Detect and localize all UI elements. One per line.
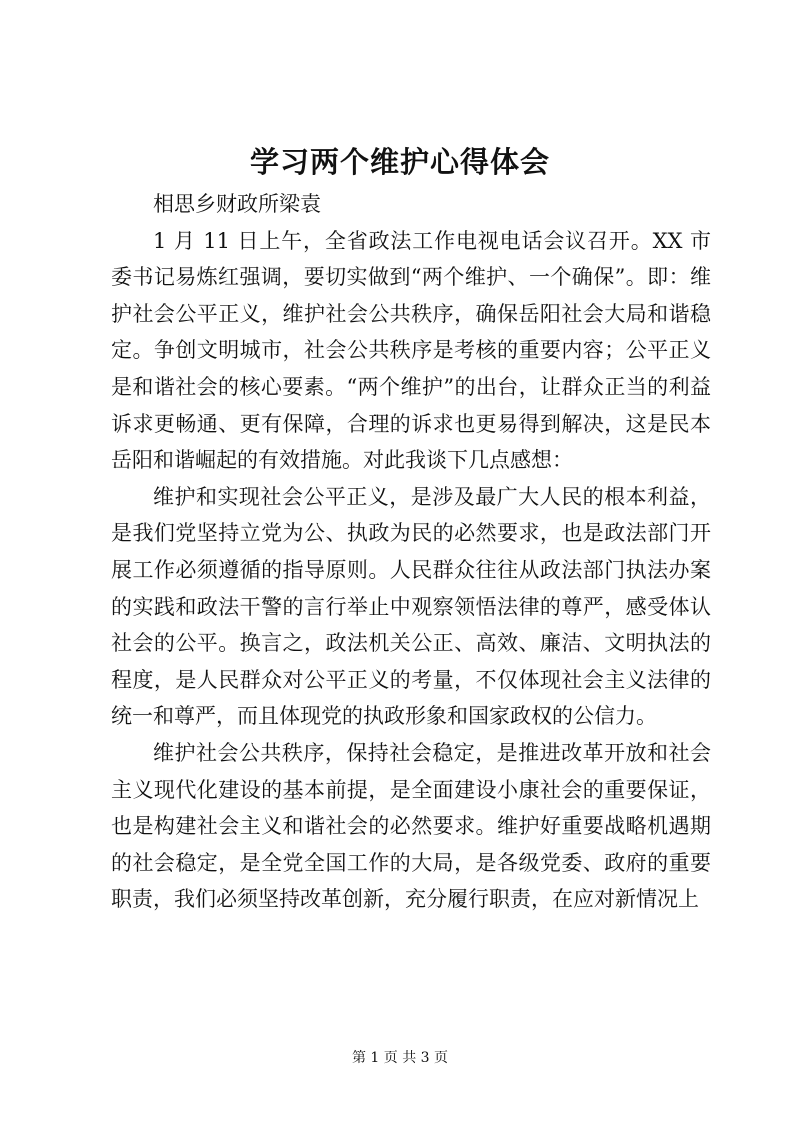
paragraph-3: 维护社会公共秩序，保持社会稳定，是推进改革开放和社会主义现代化建设的基本前提，是全面建设小康社会的重要保证，也是构建社会主义和谐社会的必然要求。维护好重要战略机遇期的社会稳定，是全党全国工作的大局，是各级党委、政府的重要职责，我们必须坚持改革创新，充分履行职责，在应对新情况上 — [111, 740, 711, 912]
document-title: 学习两个维护心得体会 — [249, 145, 550, 179]
document-body — [111, 186, 711, 918]
paragraph-1: 1 月 11 日上午，全省政法工作电视电话会议召开。XX 市委书记易炼红强调，要切实做到“两个维护、一个确保”。即：维护社会公平正义，维护社会公共秩序，确保岳阳社会大局和谐稳定。争创文明城市，社会公共秩序是考核的重要内容；公平正义是和谐社会的核心要素。“两个维护”的出台，让群众正当的利益诉求更畅通、更有保障，合理的诉求也更易得到解决，这是民本岳阳和谐崛起的有效措施。对此我谈下几点感想： — [111, 228, 711, 473]
author-line: 相思乡财政所梁袁 — [153, 192, 321, 216]
paragraph-2: 维护和实现社会公平正义，是涉及最广大人民的根本利益，是我们党坚持立党为公、执政为民的必然要求，也是政法部门开展工作必须遵循的指导原则。人民群众往往从政法部门执法办案的实践和政法干警的言行举止中观察领悟法律的尊严，感受体认社会的公平。换言之，政法机关公正、高效、廉洁、文明执法的程度，是人民群众对公平正义的考量，不仅体现社会主义法律的统一和尊严，而且体现党的执政形象和国家政权的公信力。 — [111, 484, 711, 729]
page-footer: 第 1 页 共 3 页 — [351, 1050, 449, 1066]
